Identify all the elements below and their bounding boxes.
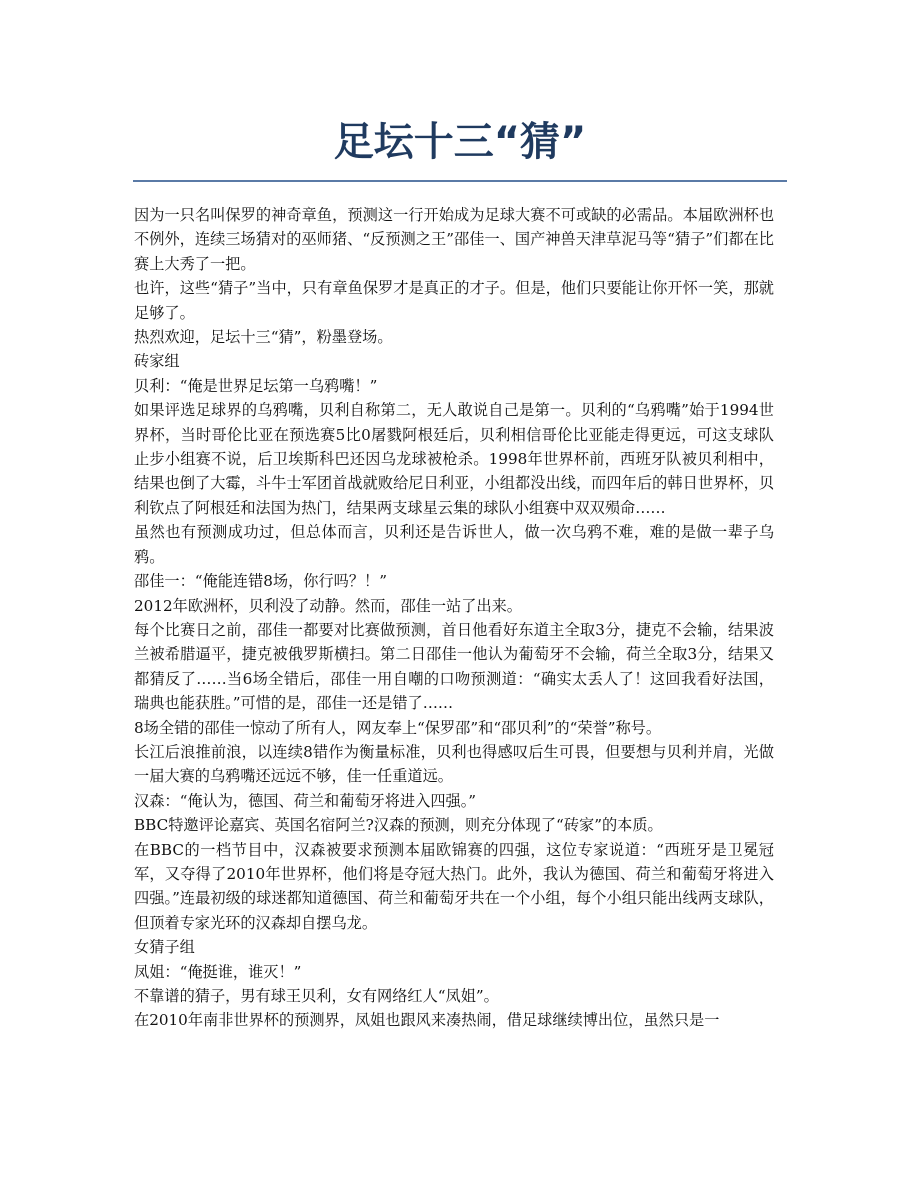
article-body [134, 203, 774, 1033]
subheading: 邵佳一：“俺能连错8场，你行吗？！” [134, 572, 388, 591]
paragraph: 虽然也有预测成功过，但总体而言，贝利还是告诉世人，做一次乌鸦不难，难的是做一辈子乌鸦。 [134, 523, 774, 566]
paragraph: 8场全错的邵佳一惊动了所有人，网友奉上“保罗邵”和“邵贝利”的“荣誉”称号。 [134, 718, 662, 737]
paragraph: 热烈欢迎，足坛十三“猜”，粉墨登场。 [134, 328, 393, 347]
paragraph: 长江后浪推前浪，以连续8错作为衡量标准，贝利也得感叹后生可畏，但要想与贝利并肩，光做一届大赛的乌鸦嘴还远远不够，佳一任重道远。 [134, 742, 774, 786]
paragraph: 如果评选足球界的乌鸦嘴，贝利自称第二，无人敢说自己是第一。贝利的“乌鸦嘴”始于1994世界杯，当时哥伦比亚在预选赛5比0屠戮阿根廷后，贝利相信哥伦比亚能走得更远，可这支球队止步小组赛不说，后卫埃斯科巴还因乌龙球被枪杀。1998年世界杯前，西班牙队被贝利相中，结果也倒了大霉，斗牛士军团首战就败给尼日利亚，小组都没出线，而四年后的韩日世界杯，贝利钦点了阿根廷和法国为热门，结果两支球星云集的球队小组赛中双双殒命…… [134, 401, 774, 517]
paragraph: 在2010年南非世界杯的预测界，凤姐也跟风来凑热闹，借足球继续博出位，虽然只是一 [134, 1011, 720, 1030]
paragraph: 2012年欧洲杯，贝利没了动静。然而，邵佳一站了出来。 [134, 596, 522, 615]
section-heading: 砖家组 [134, 352, 180, 371]
paragraph: BBC特邀评论嘉宾、英国名宿阿兰?汉森的预测，则充分体现了“砖家”的本质。 [134, 816, 663, 835]
subheading: 汉森：“俺认为，德国、荷兰和葡萄牙将进入四强。” [134, 791, 477, 810]
paragraph: 每个比赛日之前，邵佳一都要对比赛做预测，首日他看好东道主全取3分，捷克不会输，结果波兰被希腊逼平，捷克被俄罗斯横扫。第二日邵佳一他认为葡萄牙不会输，荷兰全取3分，结果又都猜反了……当6场全错后，邵佳一用自嘲的口吻预测道：“确实太丢人了！这回我看好法国，瑞典也能获胜。”可惜的是，邵佳一还是错了…… [134, 620, 774, 713]
title-divider [133, 180, 787, 182]
paragraph: 在BBC的一档节目中，汉森被要求预测本届欧锦赛的四强，这位专家说道：“西班牙是卫冕冠军，又夺得了2010年世界杯，他们将是夺冠大热门。此外，我认为德国、荷兰和葡萄牙将进入四强。”连最初级的球迷都知道德国、荷兰和葡萄牙共在一个小组，每个小组只能出线两支球队，但顶着专家光环的汉森却自摆乌龙。 [134, 840, 774, 932]
paragraph: 也许，这些“猜子”当中，只有章鱼保罗才是真正的才子。但是，他们只要能让你开怀一笑，那就足够了。 [134, 279, 774, 322]
section-heading: 女猜子组 [134, 938, 195, 957]
document-title: 足坛十三“猜” [333, 119, 587, 165]
subheading: 凤姐：“俺挺谁，谁灭！” [134, 962, 302, 981]
subheading: 贝利：“俺是世界足坛第一乌鸦嘴！” [134, 376, 378, 395]
paragraph: 不靠谱的猜子，男有球王贝利，女有网络红人“凤姐”。 [134, 987, 499, 1005]
paragraph: 因为一只名叫保罗的神奇章鱼，预测这一行开始成为足球大赛不可或缺的必需品。本届欧洲杯也不例外，连续三场猜对的巫师猪、“反预测之王”邵佳一、国产神兽天津草泥马等“猜子”们都在比赛上大秀了一把。 [134, 206, 774, 273]
